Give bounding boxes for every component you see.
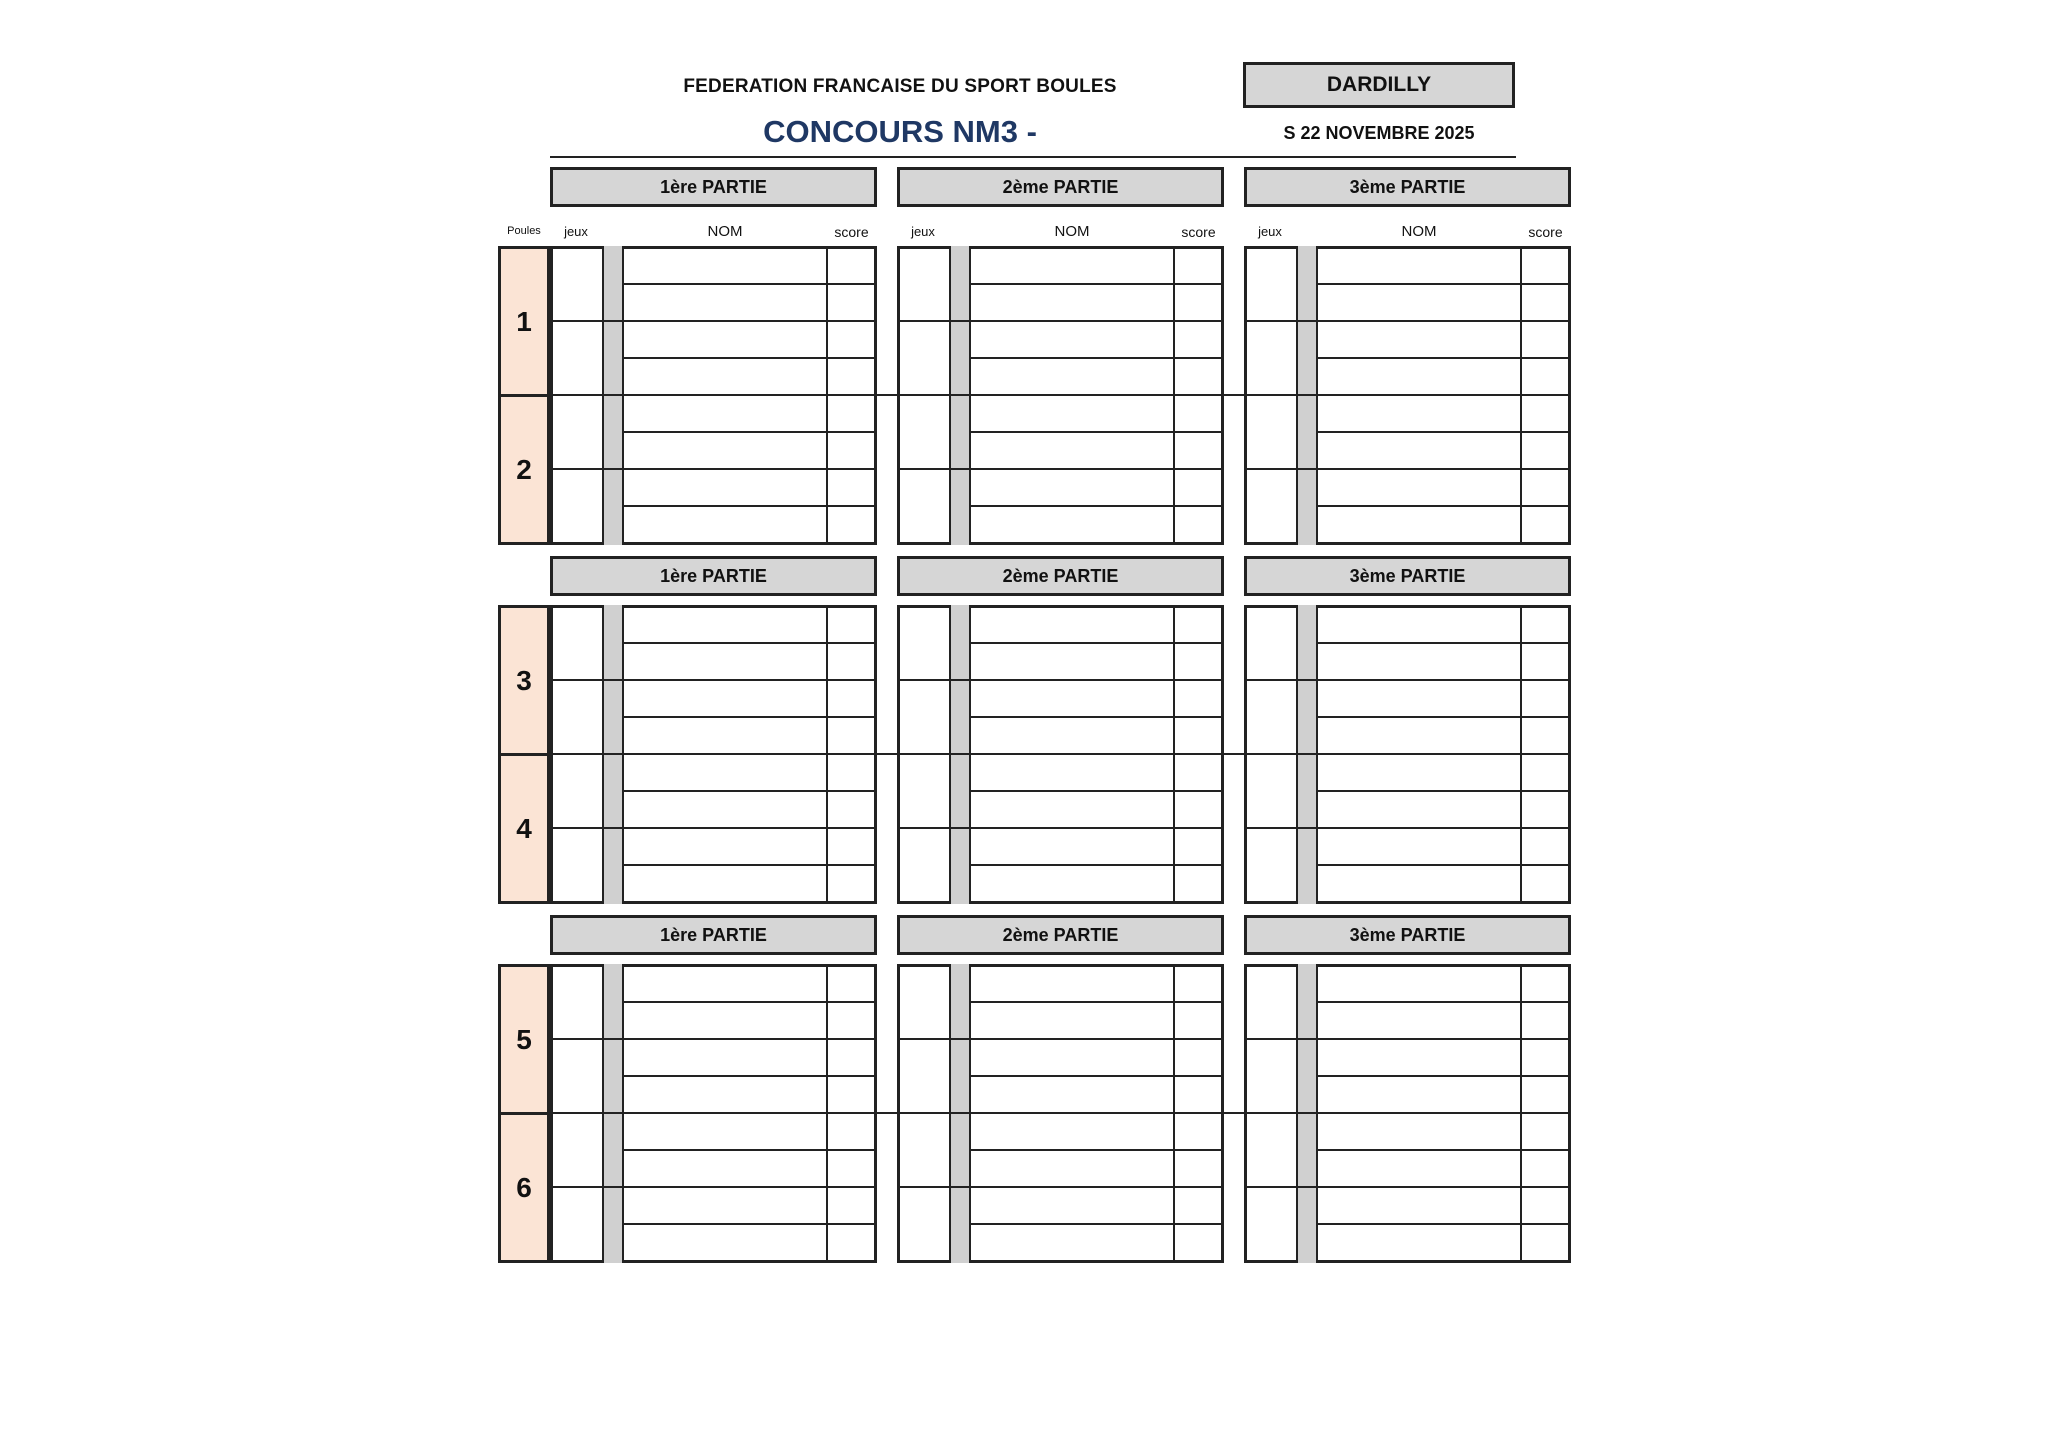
row-divider <box>971 505 1224 507</box>
row-divider <box>971 1223 1224 1225</box>
row-divider <box>624 1001 877 1003</box>
jeux-divider <box>550 827 624 829</box>
row-divider <box>971 431 1224 433</box>
location-box <box>1243 62 1515 108</box>
row-divider <box>1318 468 1571 470</box>
jeux-divider <box>1244 679 1318 681</box>
score-column-label: score <box>1181 224 1216 240</box>
partie-header: 2ème PARTIE <box>897 556 1224 596</box>
jeux-divider <box>550 468 624 470</box>
jeux-divider <box>1244 827 1318 829</box>
row-divider <box>971 1038 1224 1040</box>
jeux-divider <box>1244 1038 1318 1040</box>
row-divider <box>971 864 1224 866</box>
score-column-label: score <box>1528 224 1563 240</box>
group-split-line <box>498 1112 1565 1114</box>
partie-header: 2ème PARTIE <box>897 915 1224 955</box>
row-divider <box>1318 320 1571 322</box>
row-divider <box>1318 505 1571 507</box>
row-divider <box>971 357 1224 359</box>
partie-header: 3ème PARTIE <box>1244 167 1571 207</box>
row-divider <box>1318 1075 1571 1077</box>
row-divider <box>624 1186 877 1188</box>
jeux-divider <box>1244 1186 1318 1188</box>
jeux-column-label: jeux <box>564 224 588 239</box>
row-divider <box>624 357 877 359</box>
row-divider <box>971 320 1224 322</box>
nom-column-label: NOM <box>707 223 743 240</box>
concours-title: CONCOURS NM3 - <box>763 114 1037 149</box>
row-divider <box>624 679 877 681</box>
row-divider <box>1318 1001 1571 1003</box>
row-divider <box>1318 864 1571 866</box>
nom-column-label: NOM <box>1401 223 1437 240</box>
row-divider <box>624 790 877 792</box>
row-divider <box>1318 642 1571 644</box>
row-divider <box>971 827 1224 829</box>
federation-title: FEDERATION FRANCAISE DU SPORT BOULES <box>683 76 1117 97</box>
row-divider <box>1318 679 1571 681</box>
jeux-divider <box>897 1186 971 1188</box>
row-divider <box>971 790 1224 792</box>
title-divider <box>550 156 1516 158</box>
row-divider <box>971 468 1224 470</box>
row-divider <box>624 1038 877 1040</box>
row-divider <box>624 1075 877 1077</box>
row-divider <box>1318 716 1571 718</box>
group-split-line <box>498 753 1565 755</box>
row-divider <box>971 1186 1224 1188</box>
score-column-label: score <box>834 224 869 240</box>
row-divider <box>1318 431 1571 433</box>
jeux-divider <box>550 320 624 322</box>
row-divider <box>624 716 877 718</box>
jeux-divider <box>897 827 971 829</box>
row-divider <box>624 1223 877 1225</box>
partie-header: 1ère PARTIE <box>550 167 877 207</box>
row-divider <box>624 1149 877 1151</box>
row-divider <box>1318 1149 1571 1151</box>
group-split-line <box>498 394 1565 396</box>
row-divider <box>624 431 877 433</box>
row-divider <box>971 642 1224 644</box>
row-divider <box>624 642 877 644</box>
partie-header: 2ème PARTIE <box>897 167 1224 207</box>
row-divider <box>1318 357 1571 359</box>
partie-header: 3ème PARTIE <box>1244 556 1571 596</box>
jeux-divider <box>897 468 971 470</box>
jeux-divider <box>897 679 971 681</box>
row-divider <box>624 864 877 866</box>
row-divider <box>971 716 1224 718</box>
poule-number-cell: 4 <box>498 753 550 904</box>
poule-number-cell: 3 <box>498 605 550 756</box>
row-divider <box>624 283 877 285</box>
poule-number-cell: 5 <box>498 964 550 1115</box>
poules-column-label: Poules <box>507 225 541 237</box>
event-date: S 22 NOVEMBRE 2025 <box>1283 123 1475 143</box>
poule-number-cell: 1 <box>498 246 550 397</box>
jeux-column-label: jeux <box>911 224 935 239</box>
partie-header: 1ère PARTIE <box>550 915 877 955</box>
location-label: DARDILLY <box>1326 73 1432 96</box>
row-divider <box>624 827 877 829</box>
row-divider <box>1318 1223 1571 1225</box>
row-divider <box>1318 790 1571 792</box>
row-divider <box>971 1075 1224 1077</box>
jeux-divider <box>550 679 624 681</box>
row-divider <box>971 283 1224 285</box>
jeux-column-label: jeux <box>1258 224 1282 239</box>
row-divider <box>624 320 877 322</box>
row-divider <box>971 679 1224 681</box>
nom-column-label: NOM <box>1054 223 1090 240</box>
jeux-divider <box>1244 320 1318 322</box>
row-divider <box>624 468 877 470</box>
jeux-divider <box>1244 468 1318 470</box>
partie-header: 3ème PARTIE <box>1244 915 1571 955</box>
partie-header: 1ère PARTIE <box>550 556 877 596</box>
row-divider <box>971 1149 1224 1151</box>
jeux-divider <box>897 320 971 322</box>
poule-number-cell: 2 <box>498 394 550 545</box>
row-divider <box>1318 1186 1571 1188</box>
jeux-divider <box>550 1038 624 1040</box>
jeux-divider <box>550 1186 624 1188</box>
row-divider <box>1318 827 1571 829</box>
jeux-divider <box>897 1038 971 1040</box>
row-divider <box>971 1001 1224 1003</box>
poule-number-cell: 6 <box>498 1112 550 1263</box>
row-divider <box>1318 1038 1571 1040</box>
row-divider <box>624 505 877 507</box>
row-divider <box>1318 283 1571 285</box>
